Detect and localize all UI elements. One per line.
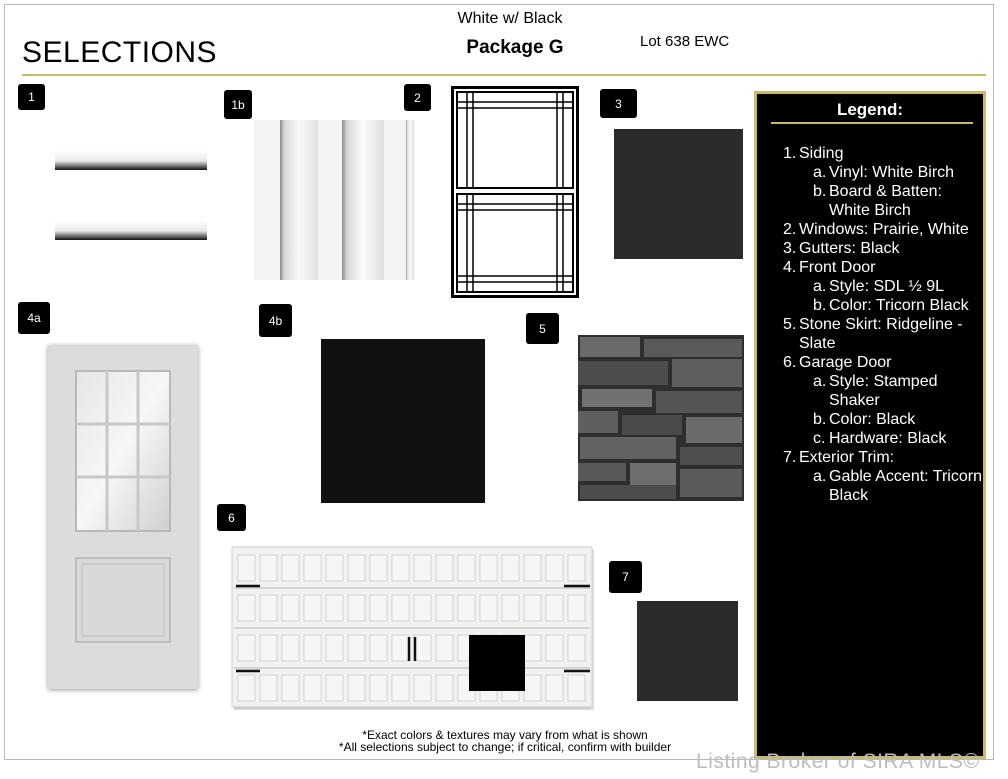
legend-item-text: Gable Accent: Tricorn Black (829, 468, 982, 504)
legend-item-number: c. (813, 430, 826, 447)
legend-item-number: a. (813, 278, 827, 295)
badge-6: 6 (217, 504, 246, 531)
listing-broker-watermark: Listing Broker of SIRA MLS© (696, 750, 980, 773)
legend-item-text: Exterior Trim: (799, 449, 895, 466)
legend-item-number: 2. (783, 221, 797, 238)
legend-item (783, 448, 983, 467)
legend-item (783, 144, 983, 163)
legend-item-text: Vinyl: White Birch (829, 164, 955, 181)
trim-color-swatch (637, 601, 738, 701)
legend-item (783, 467, 983, 505)
badge-4a: 4a (18, 302, 50, 334)
legend-item-number: 3. (783, 240, 797, 257)
legend-item (783, 182, 983, 220)
legend-item-number: a. (813, 468, 827, 485)
legend-item-number: 6. (783, 354, 797, 371)
package-label: Package G (466, 37, 564, 58)
legend-divider (771, 122, 973, 124)
board-batten-image (254, 120, 414, 280)
legend-item-text: Hardware: Black (829, 430, 947, 447)
legend-item-number: 1. (783, 145, 797, 162)
legend-list (783, 144, 983, 505)
vinyl-siding-image (55, 150, 207, 245)
legend-item (783, 372, 983, 410)
legend-item-text: Front Door (799, 259, 876, 276)
legend-item-text: Stone Skirt: Ridgeline - Slate (799, 316, 963, 352)
legend-item-text: Color: Black (829, 411, 916, 428)
disclaimer-changes: *All selections subject to change; if critical, confirm with builder (338, 740, 672, 754)
legend-item-number: a. (813, 164, 827, 181)
lot-label: Lot 638 EWC (640, 33, 730, 50)
page-title: SELECTIONS (22, 36, 218, 69)
front-door-image (42, 340, 204, 696)
legend-item-number: 7. (783, 449, 797, 466)
legend-item-text: Garage Door (799, 354, 892, 371)
legend-item-number: a. (813, 373, 827, 390)
legend-item (783, 410, 983, 429)
garage-door-color-swatch (469, 635, 525, 691)
legend-item (783, 296, 983, 315)
gutter-color-swatch (614, 129, 743, 259)
badge-5: 5 (526, 313, 559, 344)
legend-item-number: b. (813, 297, 827, 314)
color-scheme-label: White w/ Black (457, 10, 563, 27)
badge-4b: 4b (259, 304, 292, 337)
legend-item-number: b. (813, 183, 827, 200)
legend-panel (754, 91, 986, 759)
legend-item (783, 258, 983, 277)
header-divider (22, 74, 986, 76)
legend-item-number: 4. (783, 259, 797, 276)
legend-item (783, 277, 983, 296)
disclaimer-colors: *Exact colors & textures may vary from what is shown (362, 728, 648, 742)
garage-door-image (230, 545, 596, 711)
door-color-swatch (321, 339, 485, 503)
legend-item-text: Color: Tricorn Black (829, 297, 969, 314)
legend-item-number: b. (813, 411, 827, 428)
legend-item-number: 5. (783, 316, 797, 333)
legend-item (783, 353, 983, 372)
prairie-window-image (451, 86, 579, 298)
legend-item-text: Windows: Prairie, White (799, 221, 969, 238)
legend-item (783, 429, 983, 448)
badge-1b: 1b (224, 90, 252, 119)
legend-item-text: Style: Stamped Shaker (829, 373, 938, 409)
legend-title: Legend: (836, 100, 904, 119)
legend-item-text: Style: SDL ½ 9L (829, 278, 945, 295)
legend-item (783, 239, 983, 258)
badge-3: 3 (600, 89, 637, 118)
stone-skirt-image (578, 335, 744, 501)
badge-1: 1 (18, 84, 45, 110)
legend-item-text: Siding (799, 145, 844, 162)
legend-item (783, 220, 983, 239)
legend-item-text: Gutters: Black (799, 240, 900, 257)
legend-item-text: Board & Batten: White Birch (829, 183, 942, 219)
legend-item (783, 315, 983, 353)
badge-2: 2 (404, 84, 431, 111)
badge-7: 7 (609, 561, 642, 593)
legend-item (783, 163, 983, 182)
